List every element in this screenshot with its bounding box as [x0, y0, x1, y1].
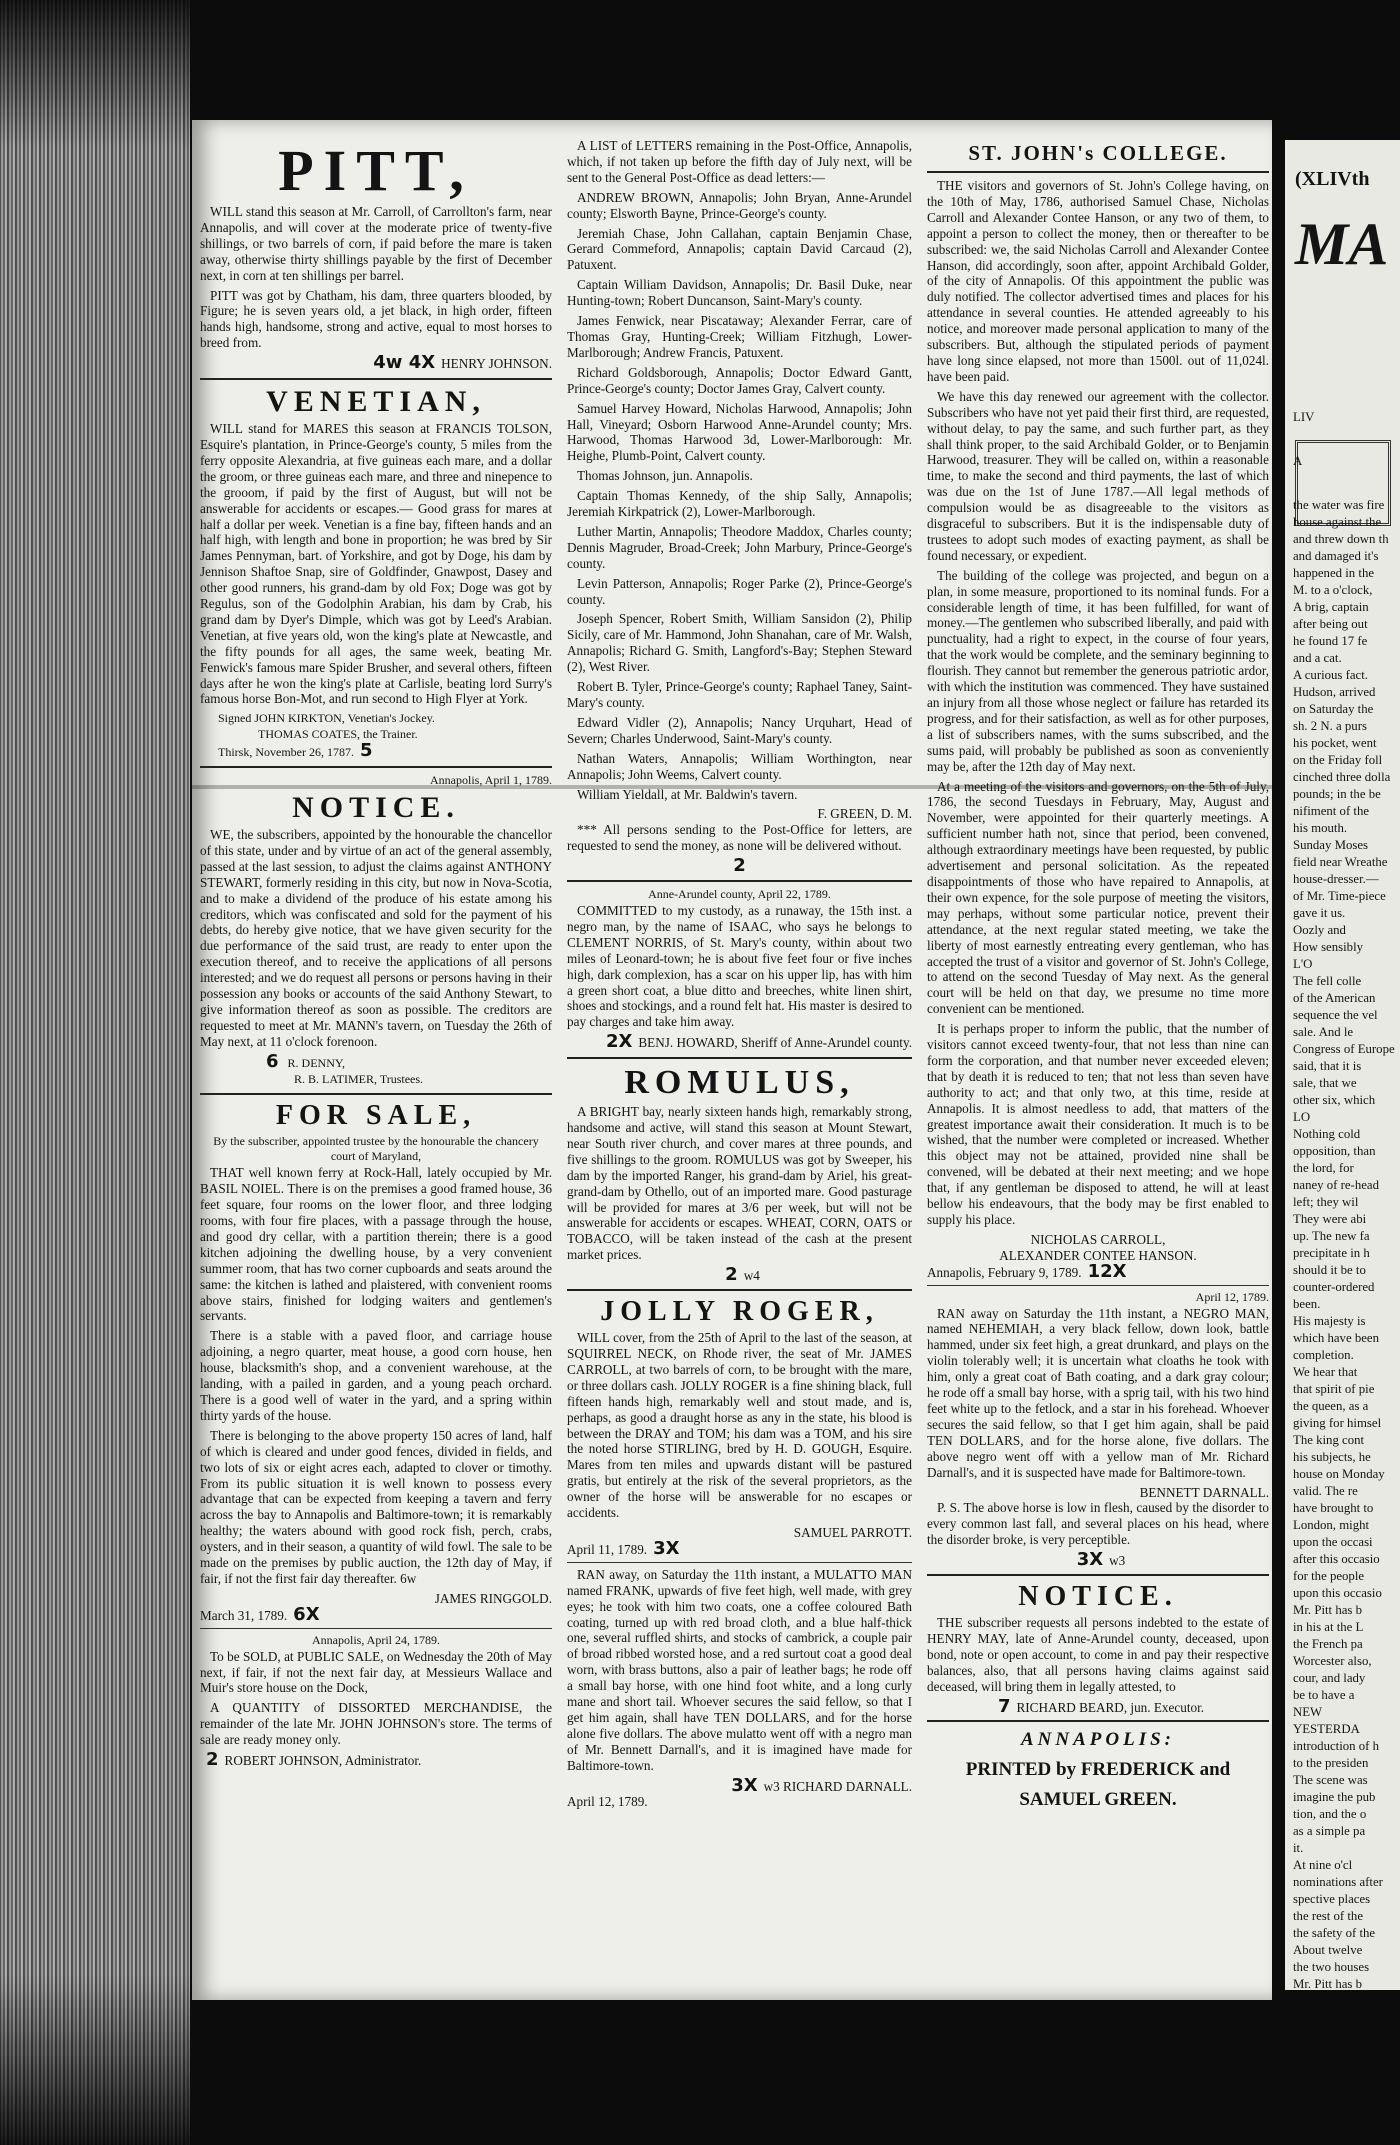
- for-sale-handwritten-mark: 6X: [293, 1603, 320, 1625]
- adjacent-page-line: A curious fact.: [1293, 668, 1368, 682]
- letters-entry: Captain William Davidson, Annapolis; Dr. Basil Duke, near Hunting-town; Robert Duncanson, Saint-Mary's county.: [567, 277, 912, 309]
- venetian-title: VENETIAN,: [266, 385, 486, 419]
- adjacent-page-line: the safety of the: [1293, 1926, 1376, 1940]
- adjacent-page-line: LO: [1293, 1110, 1311, 1124]
- adjacent-page-line: as a simple pa: [1293, 1824, 1366, 1838]
- adjacent-page-line: introduction of h: [1293, 1739, 1380, 1753]
- adjacent-page-line: Mr. Pitt has b: [1293, 1977, 1362, 1990]
- adjacent-page-line: cour, and lady: [1293, 1671, 1366, 1685]
- divider: [567, 1057, 912, 1059]
- letters-entry: William Yieldall, at Mr. Baldwin's tavern.: [577, 786, 798, 802]
- adjacent-page-line: for the people: [1293, 1569, 1365, 1583]
- adjacent-page-line: in his at the L: [1293, 1620, 1364, 1634]
- divider: [927, 1285, 1269, 1286]
- nehemiah-postscript: P. S. The above horse is low in flesh, caused by the disorder to every common last fall, and several places on his head, where the disorder broke, is very perceptible.: [927, 1500, 1269, 1548]
- column-left: [200, 138, 552, 1769]
- venetian-handwritten-mark: 5: [359, 740, 373, 762]
- venetian-signed-jockey: Signed JOHN KIRKTON, Venetian's Jockey.: [218, 711, 435, 726]
- letters-entry: ANDREW BROWN, Annapolis; John Bryan, Anne-Arundel county; Elsworth Bayne, Prince-George's county.: [567, 189, 912, 221]
- adjacent-page-line: he found 17 fe: [1293, 634, 1368, 648]
- pitt-signature: HENRY JOHNSON.: [441, 356, 552, 372]
- adjacent-page-line: Oozly and: [1293, 923, 1346, 937]
- adjacent-page-line: his pocket, went: [1293, 736, 1377, 750]
- adjacent-page-line: Worcester also,: [1293, 1654, 1372, 1668]
- adjacent-page-line: after this occasio: [1293, 1552, 1380, 1566]
- divider: [927, 171, 1269, 173]
- romulus-handwritten-mark: 2: [725, 1264, 738, 1286]
- letters-entry: Luther Martin, Annapolis; Theodore Maddox, Charles county; Dennis Magruder, Broad-Creek; John Marbury, Prince-George's county.: [567, 523, 912, 571]
- adjacent-page-line: valid. The re: [1293, 1484, 1358, 1498]
- adjacent-page-line: and damaged it's: [1293, 549, 1379, 563]
- for-sale-body: THAT well known ferry at Rock-Hall, lately occupied by Mr. BASIL NOIEL. There is on the premises a good framed house, 36 feet square, four rooms on the lower floor, and three lodging rooms, with four fire places, with a passage through the house, and good dry cellar, with a partition therein; there is a good kitchen adjoining the dwelling house, by a very convenient summer room, that has two corner cupboards and seats around the same: the kitchen is lathed and plaistered, with convenient rooms above stairs, finished for lodging waiters and gentlemen's servants.: [200, 1165, 552, 1324]
- auction-signature: ROBERT JOHNSON, Administrator.: [224, 1753, 422, 1769]
- adjacent-page-line: house-dresser.—: [1293, 872, 1379, 886]
- notice-title: NOTICE.: [292, 791, 460, 824]
- romulus-w4: w4: [743, 1268, 760, 1284]
- imprint-printer-line-1: PRINTED by FREDERICK and: [965, 1759, 1231, 1781]
- adjacent-page-line: The scene was: [1293, 1773, 1368, 1787]
- for-sale-signature: JAMES RINGGOLD.: [434, 1590, 552, 1606]
- adjacent-page-line: nominations after: [1293, 1875, 1383, 1889]
- pitt-pedigree: PITT was got by Chatham, his dam, three quarters blooded, by Figure; he is seven years old, a jet black, in high order, fifteen hands high, handsome, strong and active, equal to most horses to breed from.: [200, 287, 552, 351]
- adjacent-page-line: and a cat.: [1293, 651, 1342, 665]
- committed-date: Anne-Arundel county, April 22, 1789.: [648, 887, 831, 902]
- adjacent-page-line: We hear that: [1293, 1365, 1358, 1379]
- college-title: ST. JOHN's COLLEGE.: [968, 141, 1228, 165]
- adjacent-page-line: spective places: [1293, 1892, 1371, 1906]
- adjacent-page-line: the two houses: [1293, 1960, 1370, 1974]
- adjacent-page-line: London, might: [1293, 1518, 1370, 1532]
- adjacent-page-line: Nothing cold: [1293, 1127, 1361, 1141]
- adjacent-page-line: tion, and the o: [1293, 1807, 1367, 1821]
- college-body-5: It is perhaps proper to inform the public, that the number of visitors cannot exceed twenty-four, that not less than nine can form the corporation, and that number never exceeded eleven; that by death it is reduced to ten; that not less than seven have authority to act; and that only two, at this time, reside at Annapolis. It is almost needless to add, that matters of the greatest importance await their consideration. It much is to be wished, that the number were completed or increased. Whether this object may not be attained, provided nine shall be convened, will be debated at their next meeting; and we hope that, if any gentleman be disposed to attend, he will at least bellow his endeavours, that the body may be first enabled to supply his place.: [927, 1021, 1269, 1227]
- adjacent-page-line: which have been: [1293, 1331, 1379, 1345]
- imprint-place: ANNAPOLIS:: [1020, 1729, 1175, 1751]
- romulus-body: A BRIGHT bay, nearly sixteen hands high, remarkably strong, handsome and active, will stand this season at Mount Stewart, near South river church, and cover mares at three pounds, and five shillings to the groom. ROMULUS was got by Sweeper, his dam by the imported Ranger, his grand-dam by Ariel, his great-grand-dam by Othello, out of an imported mare. Good pasturage will be provided for mares at 3/6 per week, but will not be answerable for accidents or escapes. WHEAT, CORN, OATS or TOBACCO, will be taken instead of the cash at the present market prices.: [567, 1104, 912, 1263]
- divider: [200, 766, 552, 768]
- for-sale-body-2: There is a stable with a paved floor, and carriage house adjoining, a negro quarter, meat house, a good corn house, hen house, blacksmith's shop, and a convenient warehouse, at the landing, with a pailed in garden, and a young peach orchard. There is a good well of water in the yard, and a spring within thirty yards of the house.: [200, 1328, 552, 1423]
- letters-note: *** All persons sending to the Post-Office for letters, are requested to send the money, as none will be delivered without.: [567, 822, 912, 854]
- ran-away-frank-date: April 12, 1789.: [567, 1794, 648, 1810]
- college-signature-hanson: ALEXANDER CONTEE HANSON.: [999, 1247, 1197, 1263]
- nehemiah-handwritten-mark: 3X: [1076, 1549, 1104, 1571]
- auction-handwritten-mark: 2: [206, 1749, 219, 1771]
- adjacent-page-line: Mr. Pitt has b: [1293, 1603, 1362, 1617]
- jolly-roger-signature: SAMUEL PARROTT.: [793, 1524, 912, 1540]
- letters-entry: Robert B. Tyler, Prince-George's county; Raphael Taney, Saint-Mary's county.: [567, 679, 912, 710]
- adjacent-page-line: precipitate in h: [1293, 1246, 1370, 1260]
- letters-entry: Joseph Spencer, Robert Smith, William Sansidon (2), Philip Sicily, care of Mr. Hammond, John Shanahan, care of Mr. Walsh, Annapolis; Richard G. Smith, Langford's-Bay; Stephen Steward (2), West River.: [567, 611, 912, 675]
- auction-body: To be SOLD, at PUBLIC SALE, on Wednesday the 20th of May next, if fair, if not the next fair day, at Messieurs Wallace and Muir's store house on the Dock,: [200, 1648, 552, 1696]
- adjacent-page-line: happened in the: [1293, 566, 1375, 580]
- letters-entry: James Fenwick, near Piscataway; Alexander Ferrar, care of Thomas Gray, Hunting-Creek; William Fitzhugh, Lower-Marlborough; Andrew Francis, Patuxent.: [567, 313, 912, 360]
- adjacent-page-line: His majesty is: [1293, 1314, 1366, 1328]
- college-date: Annapolis, February 9, 1789.: [927, 1264, 1082, 1280]
- nehemiah-date: April 12, 1789.: [1195, 1289, 1269, 1304]
- notice-trustees-label: Trustees.: [379, 1071, 424, 1086]
- notice-2-body: THE subscriber requests all persons indebted to the estate of HENRY MAY, late of Anne-Arundel county, deceased, upon bond, note or open account, to come in and pay their respective balances, also, that all persons having claims against said deceased, will bring them in legally attested, to: [927, 1615, 1269, 1694]
- adjacent-page-line: cinched three dolla: [1293, 770, 1391, 784]
- adjacent-page-line: They were abi: [1293, 1212, 1367, 1226]
- adjacent-page-line: the water was fire: [1293, 498, 1385, 512]
- adjacent-page-line: on the Friday foll: [1293, 753, 1383, 767]
- romulus-title: ROMULUS,: [624, 1064, 855, 1102]
- adjacent-page-line: the lord, for: [1293, 1161, 1354, 1175]
- adjacent-page-line: sh. 2 N. a purs: [1293, 719, 1367, 733]
- adjacent-page-line: said, that it is: [1293, 1059, 1362, 1073]
- letters-entry: Thomas Johnson, jun. Annapolis.: [577, 468, 753, 484]
- letters-signature: F. GREEN, D. M.: [817, 806, 912, 822]
- nehemiah-w3: w3: [1109, 1553, 1126, 1569]
- imprint-printer-line-2: SAMUEL GREEN.: [1019, 1789, 1177, 1811]
- adjacent-page-line: house against the: [1293, 515, 1382, 529]
- adjacent-page-line: The fell colle: [1293, 974, 1362, 988]
- committed-signature: BENJ. HOWARD, Sheriff of Anne-Arundel county.: [638, 1035, 912, 1051]
- college-body-2: We have this day renewed our agreement with the collector. Subscribers who have not yet paid their first third, are requested, without delay, to pay the same, and such further part, as they shall think proper, to the said Archibald Golder, or to Benjamin Harwood, treasurer. They will be called on, within a reasonable time, to make the second and third payments, the last of which was due on the 1st of June 1787.—All legal methods of compulsion would be as disagreeable to the visitors as disgraceful to subscribers. But it is the indispensable duty of trustees to adopt such modes of exacting payment, as shall be found necessary, or expedient.: [927, 388, 1269, 563]
- for-sale-intro: By the subscriber, appointed trustee by the honourable the chancery court of Maryland,: [213, 1133, 539, 1164]
- adjacent-page-header: (XLIVth: [1295, 168, 1370, 190]
- notice-signature-latimer: R. B. LATIMER,: [294, 1071, 378, 1086]
- adjacent-page-line: opposition, than: [1293, 1144, 1376, 1158]
- notice-2-signature: RICHARD BEARD, jun. Executor.: [1016, 1699, 1205, 1715]
- jolly-roger-body: WILL cover, from the 25th of April to the last of the season, at SQUIRREL NECK, on Rhode river, the seat of Mr. JAMES CARROLL, at two barrels of corn, to be brought with the mare, or three dollars cash. JOLLY ROGER is a fine shining black, full fifteen hands high, remarkably well and stout made, and is, perhaps, as good a draught horse as any in the state, his blood is between the DRAY and TOM; his dam was a TOM, and his sire the noted horse STIRLING, bred by H. D. GOUGH, Esquire. Mares from ten miles and upwards distant will be pastured gratis, but entirely at the risk of the several proprietors, as the owner of the horse will be answerable for no escapes or accidents.: [567, 1330, 912, 1521]
- adjacent-page-line: How sensibly: [1293, 940, 1364, 954]
- adjacent-page-line: his subjects, he: [1293, 1450, 1371, 1464]
- adjacent-page-fragment: [1285, 140, 1400, 1990]
- adjacent-page-line: on Saturday the: [1293, 702, 1374, 716]
- adjacent-page-line: L'O: [1293, 957, 1313, 971]
- letters-entry: Captain Thomas Kennedy, of the ship Sally, Annapolis; Jeremiah Kirkpatrick (2), Lower-Marlborough.: [567, 488, 912, 520]
- adjacent-page-line: LIV: [1293, 410, 1315, 424]
- column-right: [927, 138, 1269, 1812]
- adjacent-page-line: have brought to: [1293, 1501, 1374, 1515]
- adjacent-page-line: About twelve: [1293, 1943, 1363, 1957]
- letters-list: [567, 190, 912, 803]
- adjacent-page-line: nifiment of the: [1293, 804, 1370, 818]
- venetian-signed-trainer: THOMAS COATES, the Trainer.: [258, 727, 418, 742]
- letters-handwritten-mark: 2: [733, 855, 746, 877]
- nehemiah-signature: BENNETT DARNALL.: [1139, 1484, 1269, 1500]
- ran-away-frank-handwritten-mark: 3X: [731, 1774, 758, 1796]
- divider: [567, 1289, 912, 1291]
- divider: [927, 1720, 1269, 1722]
- letters-entry: Samuel Harvey Howard, Nicholas Harwood, Annapolis; John Hall, Vineyard; Osborn Harwood Anne-Arundel county; Mrs. Harwood, Thomas Harwood 3d, Lower-Marlborough: Mr. Heighe, Plumb-Point, Calvert county.: [567, 400, 912, 464]
- letters-entry: Jeremiah Chase, John Callahan, captain Benjamin Chase, Gerard Commeford, Annapolis; captain David Carcaud (2), Patuxent.: [567, 225, 912, 273]
- college-body-3: The building of the college was projected, and begun on a plan, in some measure, proportioned to its nominal funds. For a considerable length of time, it has been fulfilled, for want of money.—The gentlemen who subscribed liberally, and paid with punctuality, had a right to expect, in the course of four years, that the work would be complete, and the seminary beginning to flourish. They cannot but remember the generous patriotic ardor, with which the institution was commenced. They have sustained an injury from all those whose neglect or failure has retarded its progress, and for their satisfaction, as well as for other purposes, a list of subscribers names, with the sums subscribed, and the sums paid, will probably be published as soon as conveniently may be, after the 12th day of May next.: [927, 567, 1269, 774]
- for-sale-body-3: There is belonging to the above property 150 acres of land, half of which is cleared and under good fences, divided in fields, and two lots of six or eight acres each, adapted to clover or timothy. From its public situation it is well known to possess every advantage that can be expected from keeping a tavern and ferry across the bay to Annapolis and Baltimore-town; it is remarkably healthy; the waters abound with good rock fish, perch, crabs, oysters, and in their season, a quantity of wild fowl. The sale to be made on the premises by public auction, the 12th day of May, if fair, if not the first fair day thereafter. 6w: [200, 1427, 552, 1586]
- adjacent-page-line: should it be to: [1293, 1263, 1366, 1277]
- book-page-edges: [0, 0, 190, 2145]
- committed-handwritten-mark: 2X: [605, 1031, 633, 1053]
- adjacent-page-line: imagine the pub: [1293, 1790, 1376, 1804]
- adjacent-page-line: of the American: [1293, 991, 1376, 1005]
- adjacent-page-line: gave it us.: [1293, 906, 1346, 920]
- adjacent-page-line: be to have a: [1293, 1688, 1355, 1702]
- adjacent-page-line: Sunday Moses: [1293, 838, 1369, 852]
- adjacent-page-line: up. The new fa: [1293, 1229, 1370, 1243]
- jolly-roger-date: April 11, 1789.: [567, 1541, 648, 1557]
- adjacent-page-line: that spirit of pie: [1293, 1382, 1375, 1396]
- adjacent-page-line: counter-ordered: [1293, 1280, 1375, 1294]
- ran-away-frank-w3: w3: [763, 1778, 780, 1794]
- divider: [567, 1562, 912, 1563]
- adjacent-page-line: other six, which: [1293, 1093, 1376, 1107]
- adjacent-page-line: Congress of Europe: [1293, 1042, 1395, 1056]
- notice-body: WE, the subscribers, appointed by the honourable the chancellor of this state, under and by virtue of an act of the general assembly, passed at the last session, to adjust the claims against ANTHONY STEWART, formerly residing in this city, but now in Nova-Scotia, and to make a dividend of the produce of his estate among his creditors, which was confiscated and sold for the payment of his debts, do hereby give notice, that we have given security for the due performance of the said trust, are ready to enter upon the execution thereof, and to receive the applications of all persons interested; and we do request all persons or persons having in their possession any books or accounts of the said Anthony Stewart, to give information thereof as soon as possible. The creditors are requested to meet at Mr. MANN's tavern, on Tuesday the 26th of May next, at 11 o'clock forenoon.: [200, 827, 552, 1049]
- committed-body: COMMITTED to my custody, as a runaway, the 15th inst. a negro man, by the name of ISAAC, who says he belongs to CLEMENT NORRIS, of St. Mary's county, within about two miles of Leonard-town; he is about five feet four or five inches high, dark complexion, has a scar on his upper lip, has with him a green short coat, a blue ditto and breeches, white linen shirt, shoes and stockings, and a round felt hat. His master is desired to pay charges and take him away.: [567, 902, 912, 1030]
- adjacent-page-line: sale. And le: [1293, 1025, 1354, 1039]
- adjacent-page-line: pounds; in the be: [1293, 787, 1381, 801]
- adjacent-page-line: house on Monday: [1293, 1467, 1385, 1481]
- letters-entry: Levin Patterson, Annapolis; Roger Parke (2), Prince-George's county.: [567, 575, 912, 607]
- adjacent-page-line: after being out: [1293, 617, 1368, 631]
- jolly-roger-handwritten-mark: 3X: [653, 1537, 680, 1559]
- divider: [927, 1574, 1269, 1576]
- adjacent-page-line: sequence the vel: [1293, 1008, 1378, 1022]
- venetian-body: WILL stand for MARES this season at FRANCIS TOLSON, Esquire's plantation, in Prince-George's county, 5 miles from the ferry opposite Alexandria, at five guineas each mare, and a dollar the groom, or three guineas each mare, and three and ninepence to the grooom, if paid by the first of August, but will not be answerable for accidents or escapes.— Good grass for mares at half a dollar per week. Venetian is a fine bay, fifteen hands and an half high, with length and bone in proportion; he was bred by Sir James Pennyman, bart. of Yorkshire, and got by Doge, his dam by Jennison Shaftoe Snap, sire of Goldfinder, Gnawpost, Dasey and other good runners, his grand-dam by old Fox; Doge was got by Regulus, son of the Godolphin Arabian, his dam by Crab, his grand dam by Dyer's Dimple, which was got by Leed's Arabian. Venetian, at five years old, won the king's plate at Newcastle, and the fifty pounds for all ages, the same week, beating Mr. Fenwick's famous mare Spider Brusher, and several others, fifteen days after he won the king's plate at Carlisle, beating lord Surry's famous horse Bon-Mot, and run second to High Flyer at York.: [200, 421, 552, 707]
- notice-signature-denny: R. DENNY,: [287, 1055, 345, 1070]
- letters-entry: Nathan Waters, Annapolis; William Worthington, near Annapolis; John Weems, Calvert county.: [567, 750, 912, 782]
- notice-2-title: NOTICE.: [1018, 1581, 1178, 1613]
- adjacent-page-line: naney of re-head: [1293, 1178, 1379, 1192]
- notice-date: Annapolis, April 1, 1789.: [430, 773, 552, 788]
- divider: [567, 880, 912, 882]
- adjacent-page-line: upon this occasio: [1293, 1586, 1382, 1600]
- nehemiah-body: RAN away on Saturday the 11th instant, a NEGRO MAN, named NEHEMIAH, a very black fellow, down look, battle hammed, under six feet high, a great drunkard, and plays on the violin tolerably well; it is uncertain what cloaths he took with him, only a great coat of Bath coating, and a dark gray colour; he rode off a small bay horse, with a sprig tail, with his two hind feet white up to the fetlock, and a star in his forehead. Whoever secures the said fellow, so that I get him again, shall be paid TEN DOLLARS, and for the horse alone, five dollars. The above negro went off with a yellow man of Mr. Richard Darnall's, and it is suspected have made for Baltimore-town.: [927, 1305, 1269, 1480]
- newspaper-page: [192, 120, 1272, 2000]
- adjacent-page-line: to the presiden: [1293, 1756, 1369, 1770]
- notice-handwritten-mark: 6: [266, 1050, 279, 1072]
- adjacent-page-line: field near Wreathe: [1293, 855, 1388, 869]
- adjacent-page-line: left; they wil: [1293, 1195, 1359, 1209]
- divider: [200, 1628, 552, 1629]
- adjacent-page-line: the queen, as a: [1293, 1399, 1369, 1413]
- adjacent-page-line: NEW: [1293, 1705, 1323, 1719]
- college-body: THE visitors and governors of St. John's College having, on the 10th of May, 1786, authorised Samuel Chase, Nicholas Carroll and Alexander Contee Hanson, or any two of them, to appoint a person to collect the money, then or thereafter to be subscribed: we, the said Nicholas Carroll and Alexander Contee Hanson, did accordingly, soon after, appoint Archibald Golder, of the city of Annapolis. Of this appointment the public was duly notified. The collector advertised times and places for his attendance in several counties. He attended agreeably to his notice, and moreover made personal application to many of the subscribers. But, although the stipulated periods of payment have long since elapsed, not more than 1500l. out of 11,024l. have been paid.: [927, 178, 1269, 384]
- adjacent-page-line: A brig, captain: [1293, 600, 1369, 614]
- adjacent-page-line: it.: [1293, 1841, 1304, 1855]
- adjacent-page-masthead: MA: [1295, 211, 1389, 277]
- adjacent-page-line: sale, that we: [1293, 1076, 1357, 1090]
- ran-away-frank-body: RAN away, on Saturday the 11th instant, a MULATTO MAN named FRANK, upwards of five feet high, well made, with grey eyes; he took with him two coats, one a coffee coloured Bath coating, turned up with red broad cloth, and a blue half-thick one, several ruffled shirts, and stocks of cambrick, a couple pair of broad ribbed worsted hose, and a red surtout coat a good deal worn, with brass buttons, also a pair of leather bags; he rode off a small bay horse, with one hind foot white, and a long curly mane and short tail. Whoever secures the said fellow, so that I get him again, shall have TEN DOLLARS, and for the horse alone five dollars. The above mulatto went off with a negro man of Mr. Bennett Darnall's, and it is imagined have made for Baltimore-town.: [567, 1566, 912, 1773]
- column-middle: [567, 138, 912, 1810]
- adjacent-page-line: his mouth.: [1293, 821, 1348, 835]
- adjacent-page-line: A: [1293, 454, 1303, 468]
- adjacent-page-line: completion.: [1293, 1348, 1354, 1362]
- for-sale-date: March 31, 1789.: [200, 1607, 288, 1623]
- adjacent-page-line: M. to a o'clock,: [1293, 583, 1373, 597]
- pitt-title: PITT,: [278, 138, 474, 203]
- adjacent-page-line: The king cont: [1293, 1433, 1365, 1447]
- divider: [200, 1093, 552, 1095]
- pitt-handwritten-mark: 4w 4X: [373, 352, 436, 374]
- adjacent-page-line: Hudson, arrived: [1293, 685, 1376, 699]
- adjacent-page-line: and threw down th: [1293, 532, 1389, 546]
- letters-entry: Edward Vidler (2), Annapolis; Nancy Urquhart, Head of Severn; Charles Underwood, Saint-Mary's county.: [567, 714, 912, 746]
- jolly-roger-title: JOLLY ROGER,: [600, 1296, 879, 1328]
- letters-intro: A LIST of LETTERS remaining in the Post-Office, Annapolis, which, if not taken up before the fifth day of July next, will be sent to the General Post-Office as dead letters:—: [567, 138, 912, 185]
- adjacent-page-line: the French pa: [1293, 1637, 1363, 1651]
- auction-body-2: A QUANTITY of DISSORTED MERCHANDISE, the remainder of the late Mr. JOHN JOHNSON's store. The terms of sale are ready money only.: [200, 1700, 552, 1748]
- adjacent-page-line: At nine o'cl: [1293, 1858, 1353, 1872]
- ran-away-frank-signature: RICHARD DARNALL.: [783, 1778, 912, 1794]
- letters-entry: Richard Goldsborough, Annapolis; Doctor Edward Gantt, Prince-George's county; Doctor James Gray, Calvert county.: [567, 364, 912, 396]
- divider: [200, 378, 552, 380]
- adjacent-page-line: been.: [1293, 1297, 1321, 1311]
- college-handwritten-mark: 12X: [1087, 1260, 1127, 1282]
- adjacent-page-line: YESTERDA: [1293, 1722, 1360, 1736]
- venetian-date: Thirsk, November 26, 1787.: [218, 745, 354, 760]
- adjacent-page-line: the rest of the: [1293, 1909, 1364, 1923]
- college-body-4: At a meeting of the visitors and governors, on the 5th of July, 1786, the second Tuesdays in February, May, August and November, were appointed for their quarterly meetings. A sufficient number hath not, since that period, been convened, although extraordinary meetings have been requested, by public advertisement and personal solicitation. As the repeated disappointments of those who have repaired to Annapolis, at their own expence, for the sole purpose of meeting the visitors, may perhaps, without some particular notice, prevent their attendance, at the next regular stated meeting, we take the liberty of most earnestly entreating every gentleman, who has accepted the trust of a visitor and governor of St. John's College, to attend on the second Tuesday of May next. As the general court will be held on that day, we presume no time more convenient can be mentioned.: [927, 778, 1269, 1017]
- pitt-body: WILL stand this season at Mr. Carroll, of Carrollton's farm, near Annapolis, and will cover at the moderate price of twenty-five shillings, or two barrels of corn, if paid before the mare is taken away, otherwise thirty shillings payable by the first of December next, in corn at ten shillings per barrel.: [200, 204, 552, 283]
- adjacent-page-line: giving for himsel: [1293, 1416, 1382, 1430]
- adjacent-page-line: of Mr. Time-piece: [1293, 889, 1386, 903]
- auction-date: Annapolis, April 24, 1789.: [312, 1632, 440, 1647]
- for-sale-title: FOR SALE,: [275, 1099, 477, 1131]
- college-signature-carroll: NICHOLAS CARROLL,: [1030, 1231, 1166, 1247]
- notice-2-handwritten-mark: 7: [997, 1695, 1011, 1717]
- adjacent-page-line: upon the occasi: [1293, 1535, 1373, 1549]
